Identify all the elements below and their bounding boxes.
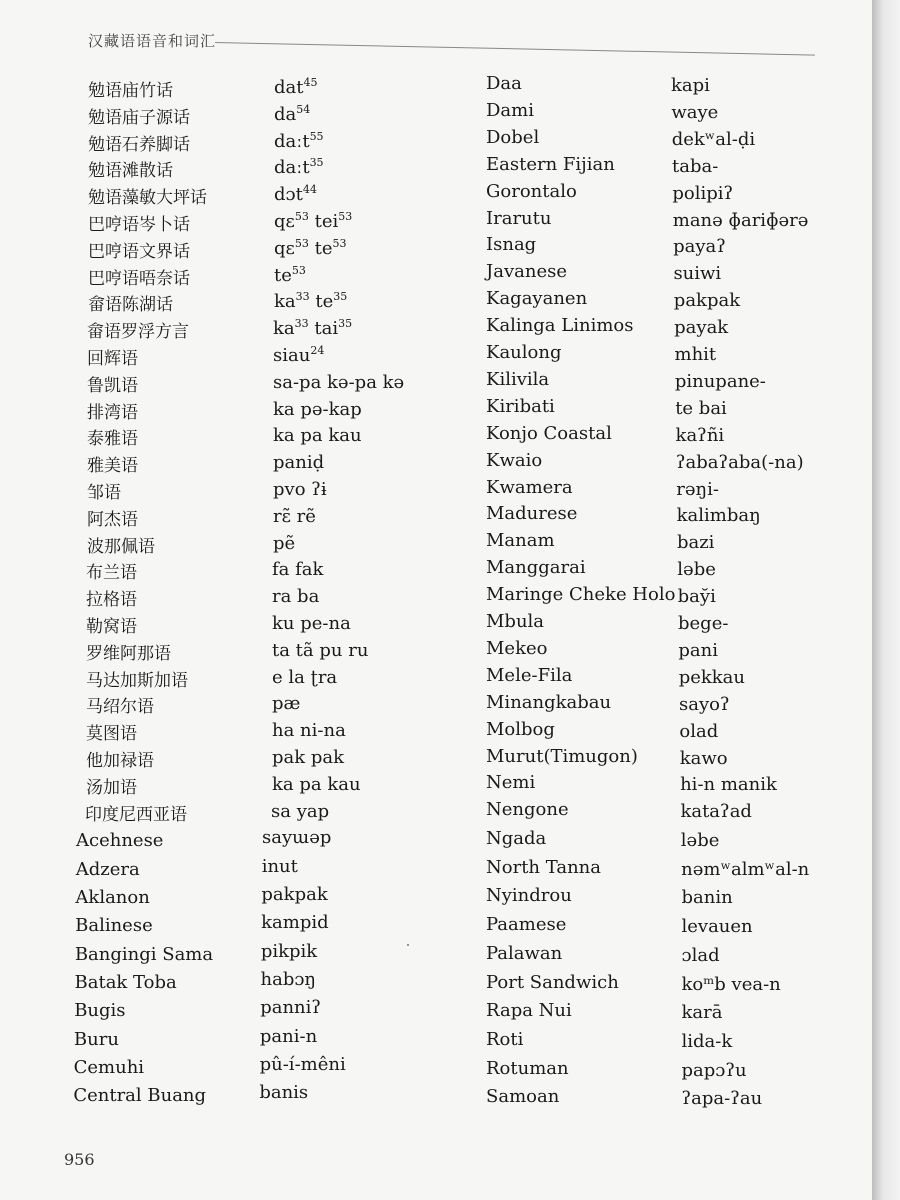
form-text: panniʔ	[260, 997, 322, 1019]
language-name: Ngada	[486, 828, 547, 849]
language-name: Balinese	[75, 915, 153, 937]
word-form: bay̆i	[677, 586, 716, 608]
word-form	[271, 801, 329, 823]
language-name: 雅美语	[87, 456, 138, 477]
word-form	[274, 184, 317, 206]
word-form: bazi	[676, 532, 715, 554]
language-name: 勉语庙竹话	[88, 81, 173, 101]
language-name: Dobel	[486, 126, 540, 148]
tone-number: 55	[309, 129, 324, 143]
language-name: 布兰语	[86, 563, 137, 584]
language-name: 巴哼语岑卜话	[88, 215, 190, 235]
language-name: Rapa Nui	[486, 1000, 572, 1022]
form-syllable: ka	[273, 318, 295, 340]
word-form	[272, 613, 351, 635]
language-name: Gorontalo	[486, 180, 577, 202]
form-text: ta tã pu ru	[272, 639, 369, 661]
word-form: suiwi	[673, 263, 722, 285]
word-form	[273, 425, 362, 447]
form-text: ha ni-na	[272, 720, 346, 742]
language-name: Nemi	[486, 772, 536, 794]
word-form: pani	[678, 639, 718, 661]
form-text: pani-n	[259, 1025, 318, 1047]
tone-number: 33	[294, 317, 309, 331]
tone-number: 35	[309, 156, 324, 170]
word-form	[274, 104, 310, 126]
language-name: 畲语陈湖话	[88, 295, 173, 316]
language-name: 罗维阿那语	[86, 643, 171, 664]
word-form	[272, 693, 300, 715]
language-name: Bugis	[74, 1000, 126, 1022]
word-form	[262, 856, 298, 878]
language-name: Javanese	[486, 261, 567, 283]
language-name: 印度尼西亚语	[85, 804, 187, 825]
word-form	[272, 747, 344, 769]
word-form: te bai	[675, 397, 727, 419]
language-name: Madurese	[486, 503, 578, 525]
tone-number: 33	[295, 290, 310, 304]
language-name: Batak Toba	[74, 971, 177, 993]
tone-number: 35	[333, 290, 348, 304]
tone-number: 53	[338, 210, 353, 223]
word-form: mhit	[674, 344, 717, 365]
word-form	[260, 997, 321, 1019]
word-form: payaʔ	[673, 236, 726, 258]
word-form: rəŋi-	[676, 478, 719, 500]
form-text: pakpak	[261, 884, 328, 905]
word-form: pakpak	[673, 290, 741, 312]
language-name: Mbula	[486, 611, 545, 632]
form-text: ka pa kau	[273, 425, 362, 447]
form-text: ra ba	[272, 586, 320, 608]
tone-number: 53	[294, 210, 309, 223]
form-text: sa yap	[271, 800, 330, 822]
form-text: rɛ̃ rẽ	[273, 505, 316, 527]
language-name: Minangkabau	[486, 691, 612, 713]
language-name: Port Sandwich	[486, 971, 619, 993]
language-name: 畲语罗浮方言	[87, 322, 189, 343]
language-name: Murut(Timugon)	[486, 745, 638, 767]
form-text: pẽ	[273, 532, 296, 554]
language-name: Molbog	[486, 718, 555, 740]
word-form: waye	[671, 101, 719, 123]
word-form	[273, 479, 327, 501]
tone-number: 53	[291, 263, 306, 277]
form-text: sa-pa kə-pa kə	[273, 371, 405, 393]
language-name: 邹语	[87, 483, 121, 503]
language-name: 汤加语	[86, 777, 137, 798]
language-name: Nyindrou	[486, 885, 572, 907]
word-form	[261, 941, 317, 963]
word-form: koᵐb vea-n	[681, 973, 781, 995]
word-form	[272, 559, 323, 581]
word-form: ʔapa-ʔau	[681, 1088, 763, 1110]
word-form: papɔʔu	[681, 1059, 747, 1081]
word-form: hi-n manik	[680, 774, 777, 796]
form-text: banis	[259, 1082, 309, 1104]
word-form: kaʔñi	[675, 424, 725, 446]
language-name: 勉语藻敏大坪话	[88, 188, 207, 209]
form-text: habɔŋ	[260, 968, 317, 990]
language-name: 回辉语	[87, 349, 138, 369]
form-text: ku pe-na	[272, 613, 351, 634]
language-name: Mekeo	[486, 637, 548, 659]
word-form	[274, 77, 318, 99]
word-form	[273, 533, 295, 555]
form-syllable: ka	[274, 291, 296, 313]
form-text: inut	[261, 855, 298, 877]
language-name: North Tanna	[486, 856, 601, 878]
word-form	[261, 912, 329, 934]
language-name: 他加禄语	[86, 751, 154, 771]
form-text: daːt	[274, 130, 310, 152]
word-form	[273, 452, 324, 474]
language-name: Kilivila	[486, 368, 550, 390]
language-name: Eastern Fijian	[486, 153, 615, 175]
form-text: kampid	[261, 912, 329, 934]
language-name: 波那佩语	[87, 536, 155, 557]
language-name: 鲁凯语	[87, 375, 138, 396]
language-name: Mele-Fila	[486, 664, 573, 686]
word-form	[272, 640, 368, 662]
tone-number: 54	[296, 102, 311, 116]
language-name: Kaulong	[486, 342, 562, 363]
form-text: pak pak	[272, 747, 345, 768]
tone-number: 45	[303, 76, 318, 89]
word-form: karā	[681, 1002, 723, 1024]
word-form: ʔabaʔaba(-na)	[675, 451, 804, 473]
form-syllable: tai	[314, 318, 339, 340]
language-name: Irarutu	[486, 207, 552, 229]
language-name: 泰雅语	[87, 429, 138, 450]
form-text: ka pa kau	[272, 773, 361, 795]
word-form: polipiʔ	[672, 182, 734, 204]
language-name: Bangingi Sama	[74, 943, 214, 965]
language-name: Buru	[73, 1028, 119, 1050]
word-form	[274, 291, 347, 313]
word-form: kalimbaŋ	[676, 505, 761, 527]
word-form	[261, 884, 327, 906]
language-name: Palawan	[486, 942, 563, 964]
language-name: Manam	[486, 530, 555, 552]
word-form	[274, 157, 324, 179]
word-form	[273, 506, 316, 528]
language-name: 勒窝语	[86, 617, 137, 637]
language-name: 拉格语	[86, 590, 137, 611]
language-name: 勉语石养脚话	[88, 134, 190, 155]
word-form: bege-	[678, 613, 729, 634]
word-form: ləbe	[677, 559, 716, 581]
tone-number: 53	[332, 236, 347, 250]
language-name: Kwamera	[486, 476, 573, 498]
word-form: pinupane-	[674, 370, 766, 392]
form-text: dat	[274, 77, 304, 98]
language-name: Manggarai	[486, 557, 586, 579]
word-form	[273, 345, 324, 367]
tone-number: 44	[302, 183, 317, 197]
form-text: pû-í-mêni	[259, 1053, 346, 1075]
word-form: kawo	[679, 747, 728, 769]
language-name: Kagayanen	[486, 288, 588, 310]
word-form	[274, 211, 352, 233]
word-form: levauen	[681, 916, 753, 938]
print-speck	[407, 944, 409, 946]
word-form	[274, 238, 346, 260]
word-form: taba-	[672, 155, 719, 177]
word-form: kapi	[671, 75, 710, 96]
page-number: 956	[64, 1150, 95, 1169]
form-syllable: tei	[314, 211, 339, 232]
language-name: 马绍尔语	[86, 697, 154, 718]
language-name: Daa	[486, 73, 522, 94]
word-form: manə ɸariɸərə	[672, 209, 809, 231]
form-text: pvo ʔɨ	[273, 479, 327, 500]
language-name: 巴哼语唔奈话	[88, 268, 190, 289]
word-form	[274, 265, 306, 287]
language-name: Konjo Coastal	[486, 422, 612, 444]
tone-number: 24	[310, 344, 325, 357]
language-name: 阿杰语	[87, 509, 138, 530]
language-name: Cemuhi	[73, 1056, 145, 1078]
word-form	[273, 318, 352, 340]
language-name: 排湾语	[87, 402, 138, 423]
language-name: Isnag	[486, 234, 537, 256]
form-text: paniḍ	[273, 452, 325, 474]
word-form	[273, 399, 362, 421]
language-name: 巴哼语文界话	[88, 241, 190, 262]
word-form: ləbe	[680, 830, 720, 851]
word-form: olad	[679, 720, 719, 742]
word-form	[259, 1082, 308, 1104]
language-name: Acehnese	[76, 830, 164, 852]
language-name: 勉语庙子源话	[88, 107, 190, 128]
word-form	[260, 1026, 317, 1048]
word-form	[272, 667, 337, 689]
language-name: 莫图语	[86, 724, 137, 745]
form-text: pikpik	[260, 940, 318, 962]
word-form: kataʔad	[680, 801, 752, 823]
language-name: 马达加斯加语	[86, 670, 188, 691]
form-syllable: te	[315, 291, 334, 313]
form-text: siau	[273, 345, 311, 366]
word-form	[274, 131, 324, 153]
language-name: Nengone	[486, 799, 569, 821]
form-text: da	[274, 103, 297, 125]
word-form	[262, 827, 331, 849]
word-form: payak	[674, 317, 729, 339]
language-name: Rotuman	[486, 1057, 569, 1079]
language-name: Samoan	[486, 1086, 560, 1108]
form-text: dɔt	[274, 184, 303, 206]
language-name: Kiribati	[486, 395, 555, 417]
form-text: pæ	[272, 693, 301, 715]
word-form: pekkau	[678, 666, 746, 688]
word-form: lida-k	[681, 1030, 733, 1052]
form-syllable: qɛ	[274, 237, 295, 259]
tone-number: 35	[338, 317, 353, 331]
word-form	[260, 1054, 346, 1076]
language-name: Kalinga Linimos	[486, 315, 634, 337]
form-syllable: te	[314, 237, 333, 259]
page-edge	[872, 0, 900, 1200]
word-form	[272, 774, 361, 796]
tone-number: 53	[294, 236, 309, 250]
word-form	[272, 720, 346, 742]
language-name: Maringe Cheke Holo	[486, 584, 676, 606]
form-text: fa fak	[272, 559, 324, 581]
language-name: Central Buang	[73, 1085, 207, 1107]
language-name: 勉语滩散话	[88, 161, 173, 182]
language-name: Kwaio	[486, 449, 543, 471]
form-syllable: qɛ	[274, 211, 295, 232]
word-form: nəmʷalmʷal-n	[681, 858, 810, 880]
form-text: sayɯəp	[262, 827, 332, 849]
word-form: banin	[681, 887, 733, 909]
form-text: e la ʈra	[272, 666, 338, 688]
word-form	[272, 586, 319, 608]
language-name: Paamese	[486, 914, 567, 936]
language-name: Dami	[486, 99, 534, 121]
word-form	[273, 372, 404, 394]
language-name: Adzera	[75, 858, 140, 880]
form-text: daːt	[274, 157, 310, 179]
word-form: ɔlad	[681, 944, 720, 966]
header-rule	[215, 42, 815, 56]
word-form: dekʷal-ḍi	[671, 128, 756, 150]
word-form: sayoʔ	[679, 693, 730, 715]
language-name: Aklanon	[75, 887, 150, 908]
form-text: ka pə-kap	[273, 398, 362, 420]
word-form	[261, 969, 317, 991]
form-text: te	[274, 264, 292, 286]
running-header: 汉藏语语音和词汇	[88, 32, 217, 50]
language-name: Roti	[486, 1028, 524, 1050]
